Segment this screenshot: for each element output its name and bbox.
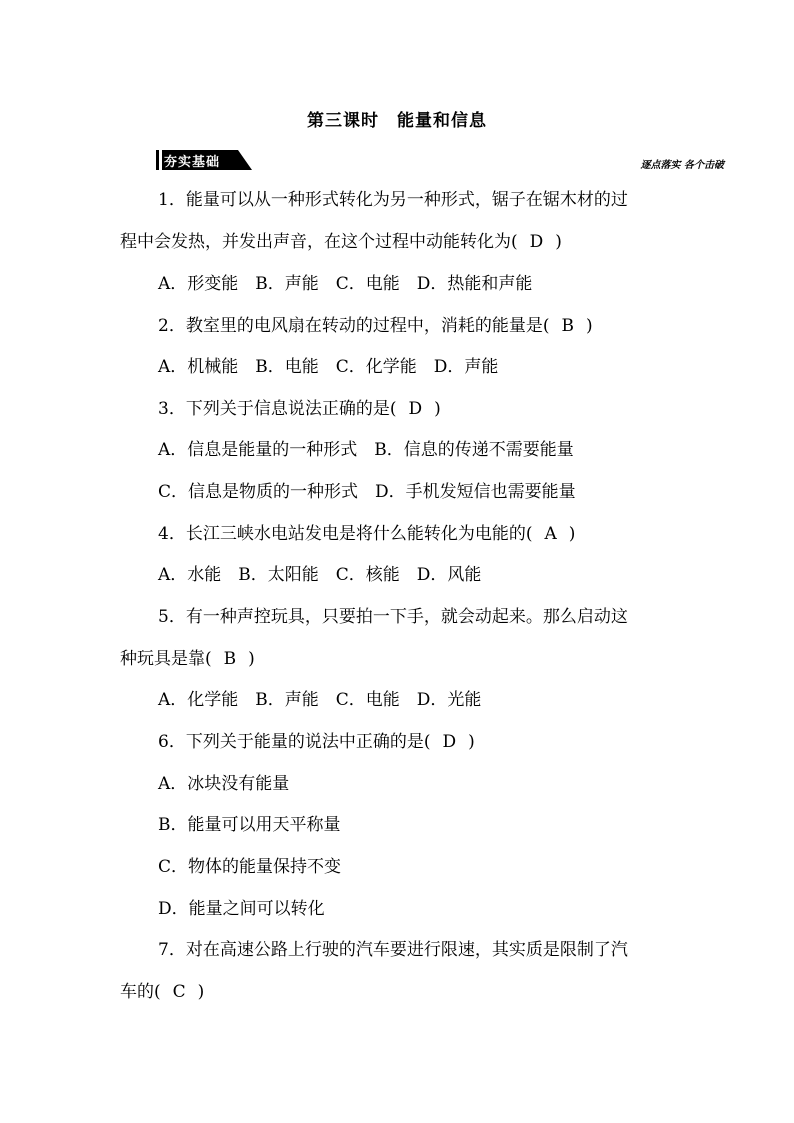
question-paren: ) (585, 316, 593, 336)
question-7-line-2 (120, 980, 204, 1004)
question-text: 3．下列关于信息说法正确的是( (158, 399, 397, 419)
question-3 (158, 397, 441, 421)
question-5-line-1: 5．有一种声控玩具，只要拍一下手，就会动起来。那么启动这 (158, 607, 628, 627)
question-6-option-a: A．冰块没有能量 (158, 774, 290, 794)
answer-letter: B (561, 316, 574, 336)
question-1-line-1: 1．能量可以从一种形式转化为另一种形式，锯子在锯木材的过 (158, 190, 628, 210)
question-7-line-1: 7．对在高速公路上行驶的汽车要进行限速，其实质是限制了汽 (158, 940, 628, 960)
page-title: 第三课时 能量和信息 (307, 111, 487, 131)
question-text: 2．教室里的电风扇在转动的过程中，消耗的能量是( (158, 316, 550, 336)
question-5-options: A．化学能 B．声能 C．电能 D．光能 (158, 690, 482, 710)
question-6-option-b: B．能量可以用天平称量 (158, 815, 341, 835)
question-paren: ) (568, 524, 576, 544)
question-paren: ) (468, 732, 475, 752)
answer-letter: D (442, 732, 457, 752)
question-4 (158, 522, 575, 546)
question-paren: ) (555, 232, 562, 252)
question-6-option-c: C．物体的能量保持不变 (158, 857, 342, 877)
question-text: 4．长江三峡水电站发电是将什么能转化为电能的( (158, 524, 533, 544)
answer-letter: D (529, 232, 544, 252)
question-paren: ) (248, 649, 255, 669)
section-subtitle: 逐点落实 各个击破 (640, 160, 724, 171)
question-1-options: A．形变能 B．声能 C．电能 D．热能和声能 (158, 274, 533, 294)
question-4-options: A．水能 B．太阳能 C．核能 D．风能 (158, 565, 482, 585)
question-6 (158, 730, 475, 754)
question-2-options: A．机械能 B．电能 C．化学能 D．声能 (158, 357, 499, 377)
answer-letter: D (408, 399, 423, 419)
question-1-line-2 (120, 230, 562, 254)
question-6-option-d: D．能量之间可以转化 (158, 899, 325, 919)
question-5-line-2 (120, 647, 255, 671)
question-paren: ) (197, 982, 205, 1002)
section-label: 夯实基础 (164, 155, 221, 170)
question-3-options-1: A．信息是能量的一种形式 B．信息的传递不需要能量 (158, 440, 574, 460)
question-text: 种玩具是靠( (120, 649, 212, 669)
question-3-options-2: C．信息是物质的一种形式 D．手机发短信也需要能量 (158, 482, 576, 502)
question-text: 程中会发热，并发出声音，在这个过程中动能转化为( (120, 232, 518, 252)
question-text: 6．下列关于能量的说法中正确的是( (158, 732, 431, 752)
question-text: 车的( (120, 982, 161, 1002)
answer-letter: B (223, 649, 237, 669)
question-paren: ) (434, 399, 441, 419)
answer-letter: C (172, 982, 186, 1002)
answer-letter: A (544, 524, 557, 544)
question-2 (158, 314, 593, 338)
